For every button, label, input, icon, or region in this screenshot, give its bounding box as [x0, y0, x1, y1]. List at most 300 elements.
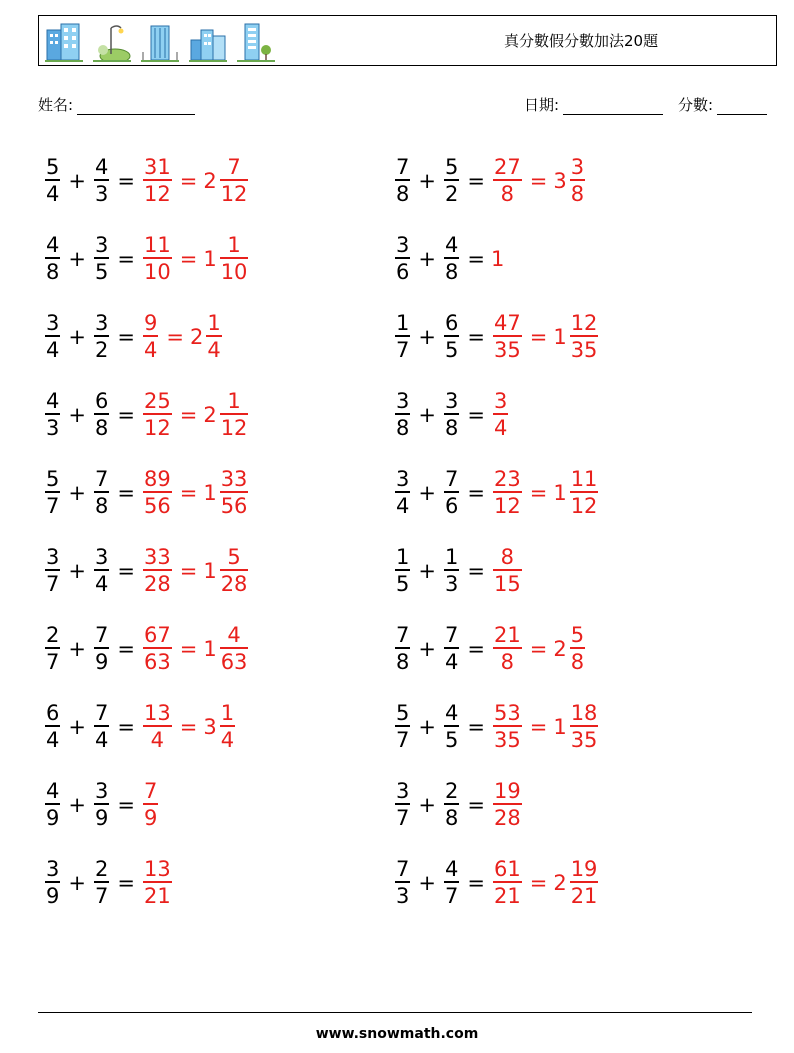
worksheet-title: 真分數假分數加法20題: [504, 32, 659, 50]
answer-equals-sign: =: [529, 481, 548, 505]
numerator: 3: [94, 311, 109, 336]
numerator: 1: [396, 545, 410, 570]
mixed-fraction-part: [220, 701, 235, 753]
addend-fraction: [94, 857, 109, 909]
addend-fraction: [395, 389, 410, 441]
denominator: 21: [570, 883, 598, 908]
mixed-whole-part: 1: [203, 481, 217, 505]
answer-equals-sign: =: [529, 637, 548, 661]
score-field: [678, 94, 767, 115]
equals-sign: =: [117, 715, 135, 739]
mixed-fraction-part: [206, 311, 221, 363]
numerator: 3: [46, 545, 60, 570]
numerator: 5: [227, 545, 241, 570]
denominator: 3: [396, 883, 410, 908]
denominator: 7: [444, 883, 459, 908]
answer-equals-sign: =: [179, 637, 198, 661]
denominator: 6: [396, 259, 410, 284]
denominator: 9: [46, 805, 60, 830]
numerator: 4: [46, 389, 60, 414]
denominator: 4: [143, 337, 158, 362]
denominator: 8: [500, 649, 515, 674]
answer: [141, 155, 250, 207]
plus-sign: +: [68, 325, 86, 349]
plus-sign: +: [68, 403, 86, 427]
numerator: 1: [444, 545, 459, 570]
answer-integer: 1: [490, 247, 505, 271]
answer: [141, 623, 250, 675]
problem-row: [43, 142, 383, 220]
addend-fraction: [45, 545, 60, 597]
denominator: 4: [493, 415, 508, 440]
mixed-fraction-part: [570, 623, 585, 675]
denominator: 35: [493, 337, 521, 362]
addend-fraction: [395, 155, 410, 207]
answer-improper-fraction: [143, 311, 158, 363]
plus-sign: +: [68, 871, 86, 895]
answer-equals-sign: =: [166, 325, 184, 349]
denominator: 2: [94, 337, 109, 362]
numerator: 7: [94, 701, 109, 726]
mixed-whole-part: 2: [553, 637, 567, 661]
answer-equals-sign: =: [179, 169, 198, 193]
addend-fraction: [444, 857, 459, 909]
denominator: 5: [444, 727, 459, 752]
denominator: 8: [396, 181, 410, 206]
denominator: 12: [143, 415, 171, 440]
skyscraper-icon: [141, 22, 179, 62]
numerator: 3: [396, 779, 410, 804]
answer-improper-fraction: [143, 389, 172, 441]
mixed-whole-part: 1: [203, 637, 217, 661]
numerator: 4: [444, 857, 459, 882]
mixed-whole-part: 3: [203, 715, 217, 739]
addend-fraction: [395, 233, 410, 285]
plus-sign: +: [68, 247, 86, 271]
numerator: 5: [570, 623, 585, 648]
numerator: 7: [396, 155, 410, 180]
numerator: 12: [570, 311, 598, 336]
answer-improper-fraction: [143, 857, 172, 909]
mixed-whole-part: 2: [203, 403, 217, 427]
numerator: 27: [493, 155, 521, 180]
problem-row: [393, 220, 733, 298]
numerator: 1: [227, 233, 241, 258]
numerator: 2: [94, 857, 109, 882]
denominator: 8: [46, 259, 60, 284]
addend-fraction: [444, 233, 459, 285]
answer: [491, 247, 504, 271]
problem-row: [393, 766, 733, 844]
denominator: 8: [444, 415, 459, 440]
numerator: 3: [46, 857, 60, 882]
numerator: 4: [444, 233, 459, 258]
answer-improper-fraction: [493, 623, 522, 675]
numerator: 23: [493, 467, 521, 492]
score-blank: [717, 98, 767, 115]
denominator: 4: [207, 337, 221, 362]
denominator: 4: [220, 727, 235, 752]
answer-equals-sign: =: [179, 715, 198, 739]
answer-improper-fraction: [493, 857, 522, 909]
footer-url: www.snowmath.com: [315, 1026, 479, 1042]
denominator: 7: [396, 805, 410, 830]
tower-tree-icon: [237, 22, 275, 62]
numerator: 3: [396, 233, 410, 258]
answer: [141, 311, 224, 363]
addend-fraction: [94, 467, 109, 519]
numerator: 1: [207, 311, 221, 336]
answer: [141, 545, 250, 597]
mixed-fraction-part: [570, 467, 599, 519]
addend-fraction: [94, 701, 109, 753]
plus-sign: +: [418, 481, 436, 505]
addend-fraction: [444, 467, 459, 519]
answer-improper-fraction: [493, 467, 522, 519]
answer: [141, 779, 160, 831]
equals-sign: =: [117, 793, 135, 817]
problem-row: [43, 688, 383, 766]
denominator: 3: [444, 571, 459, 596]
answer-equals-sign: =: [529, 325, 548, 349]
addend-fraction: [45, 233, 60, 285]
addend-fraction: [444, 311, 459, 363]
equals-sign: =: [467, 637, 485, 661]
mixed-whole-part: 2: [189, 325, 204, 349]
numerator: 7: [227, 155, 241, 180]
addend-fraction: [45, 467, 60, 519]
numerator: 19: [570, 857, 598, 882]
mixed-fraction-part: [220, 155, 249, 207]
numerator: 2: [46, 623, 60, 648]
numerator: 21: [493, 623, 521, 648]
answer-improper-fraction: [493, 545, 522, 597]
answer-improper-fraction: [493, 701, 522, 753]
equals-sign: =: [467, 325, 485, 349]
denominator: 35: [570, 727, 598, 752]
mixed-fraction-part: [220, 467, 249, 519]
office-building-icon: [45, 22, 83, 62]
answer: [491, 467, 600, 519]
addend-fraction: [395, 623, 410, 675]
problem-row: [393, 454, 733, 532]
numerator: 53: [493, 701, 521, 726]
denominator: 35: [570, 337, 598, 362]
answer-improper-fraction: [143, 701, 172, 753]
mixed-fraction-part: [570, 311, 599, 363]
denominator: 4: [94, 571, 109, 596]
answer: [491, 779, 524, 831]
denominator: 6: [444, 493, 459, 518]
answer: [141, 233, 250, 285]
numerator: 7: [94, 467, 109, 492]
numerator: 6: [46, 701, 60, 726]
addend-fraction: [94, 545, 109, 597]
mixed-whole-part: 1: [203, 247, 217, 271]
addend-fraction: [444, 545, 459, 597]
answer-improper-fraction: [143, 623, 172, 675]
numerator: 4: [227, 623, 241, 648]
answer-equals-sign: =: [529, 871, 548, 895]
addend-fraction: [444, 389, 459, 441]
denominator: 4: [94, 727, 109, 752]
mixed-whole-part: 2: [203, 169, 217, 193]
plus-sign: +: [418, 325, 436, 349]
numerator: 3: [94, 779, 109, 804]
addend-fraction: [444, 623, 459, 675]
denominator: 7: [46, 649, 60, 674]
numerator: 11: [570, 467, 598, 492]
problem-row: [393, 688, 733, 766]
mixed-fraction-part: [570, 155, 585, 207]
numerator: 11: [143, 233, 171, 258]
denominator: 7: [94, 883, 109, 908]
problem-row: [43, 298, 383, 376]
footer-divider: [38, 1012, 752, 1013]
plus-sign: +: [418, 247, 436, 271]
answer: [491, 155, 587, 207]
answer-equals-sign: =: [529, 169, 548, 193]
addend-fraction: [395, 857, 410, 909]
numerator: 5: [46, 155, 60, 180]
denominator: 7: [46, 493, 60, 518]
denominator: 7: [396, 727, 410, 752]
problem-row: [43, 844, 383, 922]
numerator: 47: [493, 311, 521, 336]
numerator: 7: [94, 623, 109, 648]
equals-sign: =: [467, 169, 485, 193]
problems-right-column: [393, 142, 733, 922]
addend-fraction: [94, 233, 109, 285]
denominator: 8: [396, 649, 410, 674]
numerator: 4: [46, 233, 60, 258]
plus-sign: +: [418, 559, 436, 583]
denominator: 8: [444, 259, 459, 284]
denominator: 15: [493, 571, 521, 596]
addend-fraction: [395, 311, 410, 363]
addend-fraction: [94, 779, 109, 831]
numerator: 8: [500, 545, 515, 570]
score-label: 分數:: [678, 96, 714, 114]
plus-sign: +: [418, 637, 436, 661]
numerator: 5: [396, 701, 410, 726]
plus-sign: +: [418, 871, 436, 895]
answer-equals-sign: =: [179, 403, 198, 427]
mixed-fraction-part: [220, 545, 249, 597]
problem-row: [43, 220, 383, 298]
denominator: 12: [143, 181, 171, 206]
denominator: 28: [220, 571, 248, 596]
addend-fraction: [45, 389, 60, 441]
answer-equals-sign: =: [179, 247, 198, 271]
plus-sign: +: [418, 169, 436, 193]
problem-row: [43, 376, 383, 454]
numerator: 3: [94, 545, 109, 570]
denominator: 3: [94, 181, 109, 206]
numerator: 3: [493, 389, 508, 414]
denominator: 56: [143, 493, 171, 518]
addend-fraction: [45, 311, 60, 363]
denominator: 28: [143, 571, 171, 596]
mixed-whole-part: 1: [203, 559, 217, 583]
problem-row: [393, 532, 733, 610]
header-icons: [45, 22, 275, 62]
denominator: 4: [150, 727, 165, 752]
answer-improper-fraction: [493, 155, 522, 207]
denominator: 56: [220, 493, 248, 518]
name-field: [38, 94, 195, 115]
answer-improper-fraction: [493, 389, 508, 441]
equals-sign: =: [117, 481, 135, 505]
numerator: 18: [570, 701, 598, 726]
numerator: 4: [444, 701, 459, 726]
addend-fraction: [94, 155, 109, 207]
denominator: 12: [220, 181, 248, 206]
numerator: 3: [396, 389, 410, 414]
denominator: 21: [143, 883, 171, 908]
answer: [491, 623, 587, 675]
numerator: 5: [46, 467, 60, 492]
plus-sign: +: [418, 793, 436, 817]
addend-fraction: [444, 155, 459, 207]
numerator: 3: [444, 389, 459, 414]
numerator: 33: [143, 545, 171, 570]
numerator: 5: [444, 155, 459, 180]
denominator: 5: [396, 571, 410, 596]
equals-sign: =: [117, 325, 135, 349]
equals-sign: =: [467, 793, 485, 817]
plus-sign: +: [68, 481, 86, 505]
numerator: 61: [493, 857, 521, 882]
plus-sign: +: [68, 715, 86, 739]
numerator: 4: [94, 155, 109, 180]
city-buildings-icon: [189, 22, 227, 62]
addend-fraction: [395, 701, 410, 753]
mixed-fraction-part: [220, 233, 249, 285]
answer-equals-sign: =: [179, 481, 198, 505]
addend-fraction: [94, 623, 109, 675]
plus-sign: +: [418, 403, 436, 427]
equals-sign: =: [117, 637, 135, 661]
addend-fraction: [444, 779, 459, 831]
denominator: 7: [46, 571, 60, 596]
denominator: 4: [46, 181, 60, 206]
numerator: 3: [94, 233, 109, 258]
denominator: 7: [396, 337, 410, 362]
denominator: 10: [143, 259, 171, 284]
denominator: 5: [94, 259, 109, 284]
numerator: 7: [444, 467, 459, 492]
answer-equals-sign: =: [179, 559, 198, 583]
date-field: [524, 94, 663, 115]
mixed-whole-part: 1: [553, 715, 567, 739]
answer-improper-fraction: [143, 779, 158, 831]
mixed-whole-part: 1: [553, 481, 567, 505]
addend-fraction: [45, 155, 60, 207]
addend-fraction: [45, 701, 60, 753]
equals-sign: =: [467, 871, 485, 895]
equals-sign: =: [117, 169, 135, 193]
mixed-whole-part: 1: [553, 325, 567, 349]
worksheet-header: [38, 15, 777, 66]
problem-row: [393, 298, 733, 376]
equals-sign: =: [117, 871, 135, 895]
numerator: 7: [396, 857, 410, 882]
denominator: 9: [94, 805, 109, 830]
addend-fraction: [45, 623, 60, 675]
addend-fraction: [45, 857, 60, 909]
numerator: 25: [143, 389, 171, 414]
equals-sign: =: [467, 247, 485, 271]
date-blank: [563, 98, 663, 115]
answer-improper-fraction: [143, 155, 172, 207]
numerator: 3: [570, 155, 585, 180]
denominator: 9: [94, 649, 109, 674]
numerator: 1: [227, 389, 241, 414]
numerator: 67: [143, 623, 171, 648]
answer: [491, 545, 524, 597]
denominator: 10: [220, 259, 248, 284]
denominator: 4: [444, 649, 459, 674]
addend-fraction: [395, 467, 410, 519]
numerator: 33: [220, 467, 248, 492]
problem-row: [393, 376, 733, 454]
equals-sign: =: [467, 559, 485, 583]
answer: [491, 389, 510, 441]
numerator: 89: [143, 467, 171, 492]
answer-improper-fraction: [493, 311, 522, 363]
problem-row: [43, 766, 383, 844]
denominator: 63: [143, 649, 171, 674]
plus-sign: +: [68, 169, 86, 193]
numerator: 2: [444, 779, 459, 804]
answer-improper-fraction: [493, 779, 522, 831]
mixed-fraction-part: [570, 857, 599, 909]
answer: [141, 467, 250, 519]
numerator: 13: [143, 701, 171, 726]
equals-sign: =: [467, 715, 485, 739]
answer: [141, 389, 250, 441]
date-label: 日期:: [524, 96, 560, 114]
addend-fraction: [45, 779, 60, 831]
problem-row: [393, 142, 733, 220]
park-lamp-icon: [93, 22, 131, 62]
denominator: 35: [493, 727, 521, 752]
plus-sign: +: [68, 793, 86, 817]
mixed-fraction-part: [220, 389, 249, 441]
answer: [141, 701, 237, 753]
problem-row: [43, 532, 383, 610]
answer: [491, 857, 600, 909]
equals-sign: =: [467, 481, 485, 505]
denominator: 28: [493, 805, 521, 830]
equals-sign: =: [467, 403, 485, 427]
mixed-fraction-part: [570, 701, 599, 753]
numerator: 1: [396, 311, 410, 336]
plus-sign: +: [418, 715, 436, 739]
answer-improper-fraction: [143, 467, 172, 519]
answer: [491, 701, 600, 753]
denominator: 12: [493, 493, 521, 518]
numerator: 3: [396, 467, 410, 492]
denominator: 4: [46, 727, 60, 752]
addend-fraction: [444, 701, 459, 753]
numerator: 1: [220, 701, 235, 726]
denominator: 12: [570, 493, 598, 518]
problem-row: [43, 454, 383, 532]
numerator: 4: [46, 779, 60, 804]
answer: [491, 311, 600, 363]
